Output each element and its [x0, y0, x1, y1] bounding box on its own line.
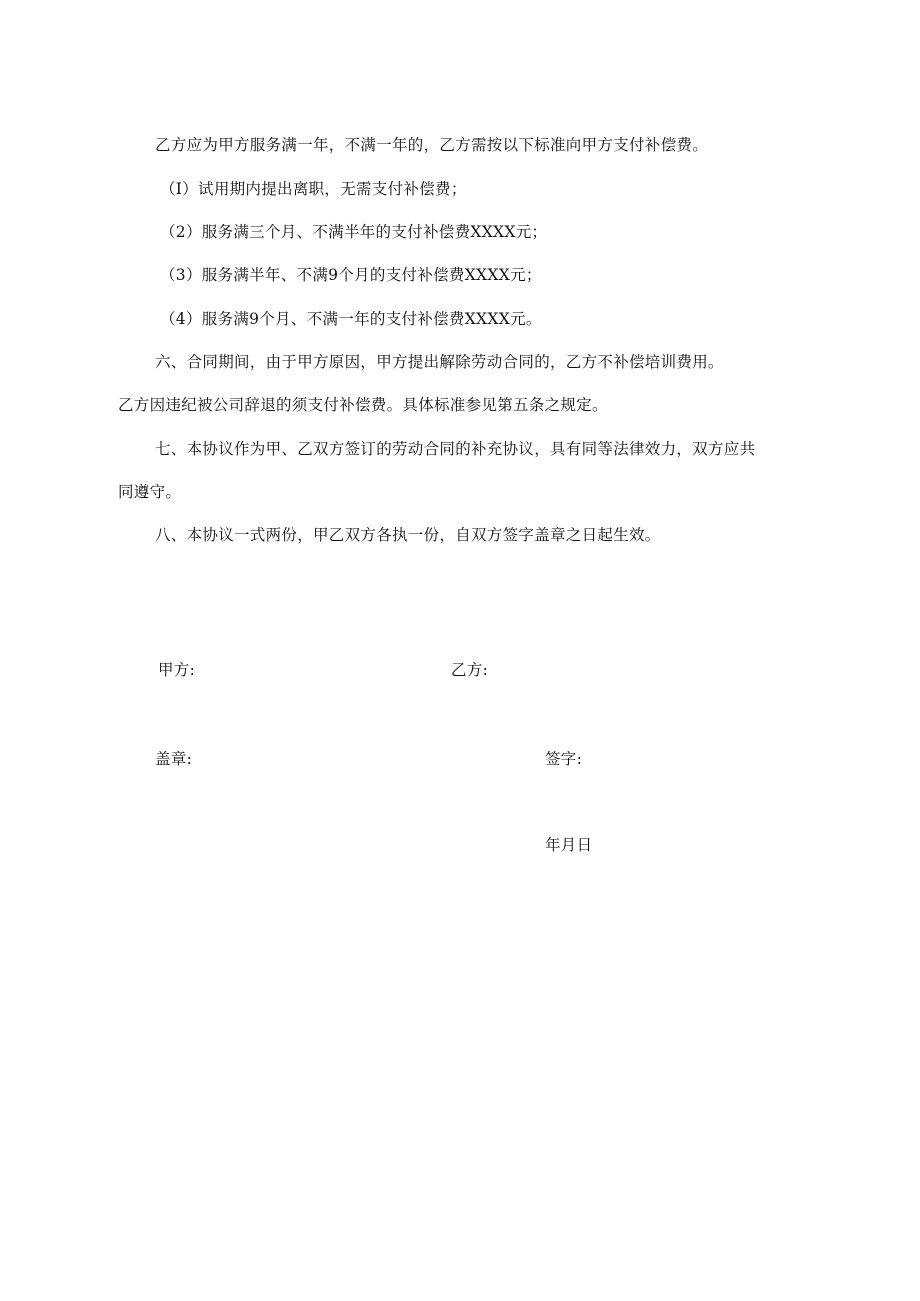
list-item-2: （2）服务满三个月、不满半年的支付补偿费XXXX元； — [160, 223, 548, 241]
clause-8: 八、本协议一式两份，甲乙双方各执一份，自双方签字盖章之日起生效。 — [155, 526, 661, 544]
seal-label: 盖章: — [155, 750, 193, 768]
clause-7-line-2: 同遵守。 — [118, 483, 182, 501]
clause-6-line-1: 六、合同期间，由于甲方原因，甲方提出解除劳动合同的，乙方不补偿培训费用。 — [155, 353, 724, 371]
clause-6-line-2: 乙方因违纪被公司辞退的须支付补偿费。具体标准参见第五条之规定。 — [118, 396, 608, 414]
date-label: 年月日 — [545, 836, 593, 854]
party-a-label: 甲方: — [158, 661, 196, 679]
party-b-label: 乙方: — [451, 661, 489, 679]
list-item-3: （3）服务满半年、不满9个月的支付补偿费XXXX元； — [160, 266, 542, 284]
paragraph-service-requirement: 乙方应为甲方服务满一年，不满一年的，乙方需按以下标准向甲方支付补偿费。 — [155, 136, 709, 154]
list-item-1: （I）试用期内提出离职，无需支付补偿费； — [160, 180, 467, 198]
sign-label: 签字: — [545, 750, 583, 768]
list-item-4: （4）服务满9个月、不满一年的支付补偿费XXXX元。 — [160, 310, 542, 328]
clause-7-line-1: 七、本协议作为甲、乙双方签订的劳动合同的补充协议，具有同等法律效力，双方应共 — [155, 440, 756, 458]
